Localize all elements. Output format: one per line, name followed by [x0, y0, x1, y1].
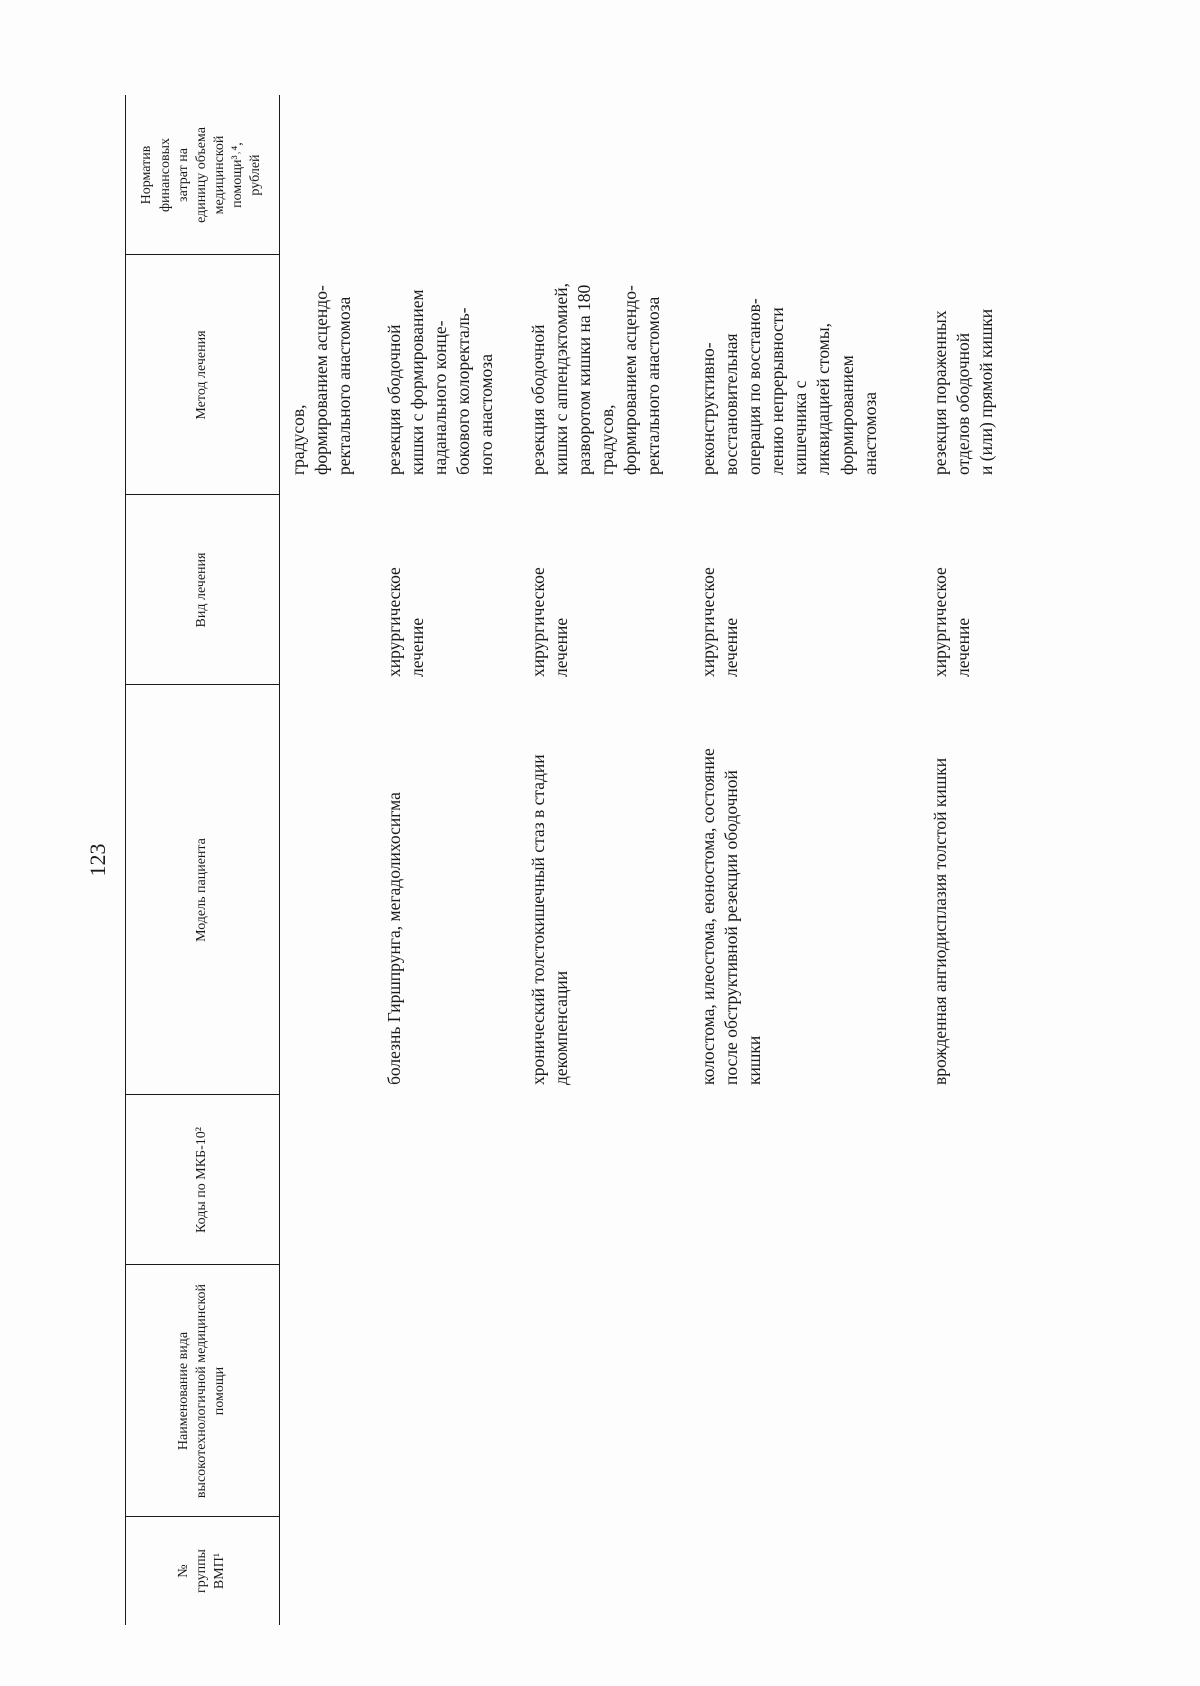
header-cost-standard: Норматив финансовых затрат на единицу объема медицинской помощи³˒⁴, рублей [139, 127, 264, 223]
header-treatment-method: Метод лечения [193, 330, 209, 420]
table-header-rule [279, 95, 280, 1625]
table-row-patient-model: болезнь Гиршпрунга, мегадолихосигма [384, 792, 404, 1085]
header-group-number: № группы ВМП¹ [175, 1549, 228, 1593]
table-row-patient-model: врожденная ангиодисплазия толстой кишки [930, 757, 950, 1085]
table-row-method: резекция ободочной кишки с аппендэктомией, разворотом кишки на 180 градусов, формированием асцендо- ректального анастомоза [528, 282, 664, 475]
method-continuation: градусов, формированием асцендо- ректального анастомоза [288, 285, 355, 475]
table-row-method: резекция пораженных отделов ободочной и (или) прямой кишки [930, 308, 997, 475]
table-row-patient-model: хронический толстокишечный стаз в стадии декомпенсации [528, 754, 572, 1085]
page-number: 123 [85, 843, 110, 877]
table-row-method: реконструктивно- восстановительная операция по восстанов- лению непрерывности кишечника с ликвидацией стомы, формированием анастомоза [698, 298, 880, 475]
header-treatment-type: Вид лечения [193, 552, 209, 628]
header-patient-model: Модель пациента [193, 838, 209, 942]
header-icd-codes: Коды по МКБ-10² [193, 1127, 209, 1233]
header-care-type-name: Наименование вида высокотехнологичной медицинской помощи [175, 1283, 228, 1499]
table-row-treatment-type: хирургическое лечение [698, 567, 742, 677]
vmp-table [125, 95, 1165, 1625]
table-row-treatment-type: хирургическое лечение [528, 567, 572, 677]
table-row-method: резекция ободочной кишки с формированием наданального конце- бокового колоректаль- ного анастомоза [384, 289, 497, 475]
table-row-treatment-type: хирургическое лечение [930, 567, 974, 677]
rotated-page-content [85, 95, 1165, 1625]
table-row-patient-model: колостома, илеостома, еюностома, состояние после обструктивной резекции ободочной кишки [698, 748, 765, 1085]
table-row-treatment-type: хирургическое лечение [384, 567, 428, 677]
